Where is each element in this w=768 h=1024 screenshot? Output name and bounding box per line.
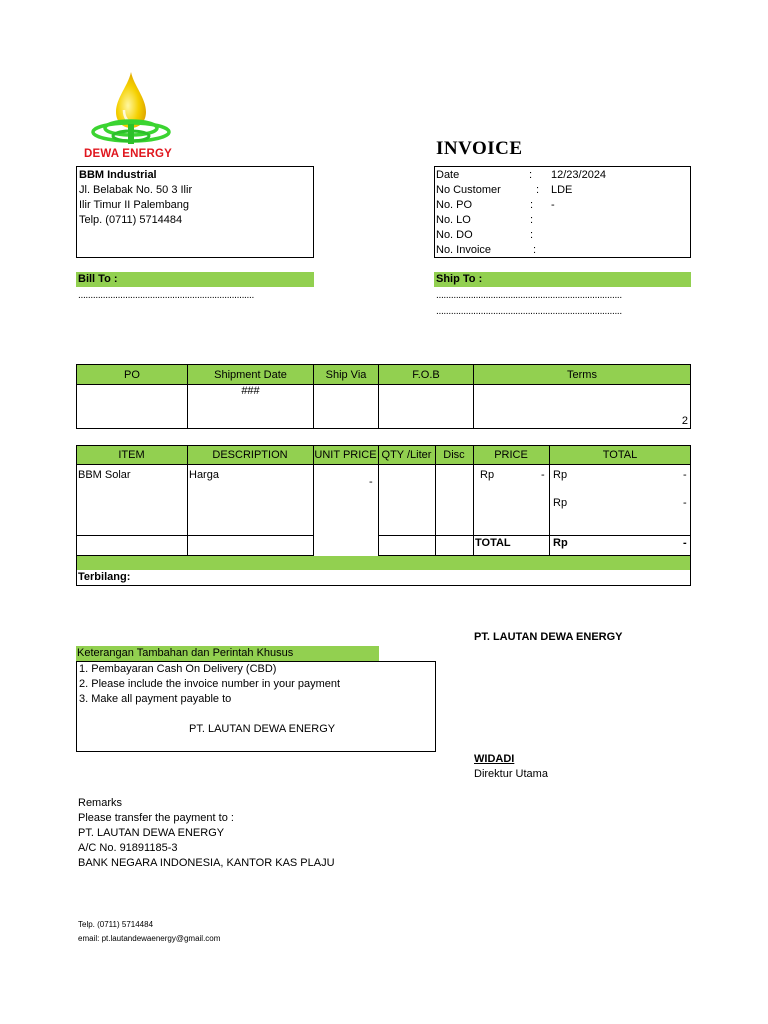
invoice-field-number: No. Invoice : [436,244,537,256]
total-value: - [683,537,687,549]
signature-name: WIDADI [474,753,515,765]
bill-to-line1: ....................................................................... [78,290,254,301]
header-qty: QTY /Liter [381,449,432,461]
item-total2-value: - [683,497,687,509]
shipment-fob-cell [379,385,474,429]
remarks-line: Please transfer the payment to : [78,812,234,824]
footer-phone: Telp. (0711) 5714484 [78,920,154,929]
shipment-date-cell: ### [188,385,314,429]
item-name: BBM Solar [78,469,131,481]
header-unit-price: UNIT PRICE [314,449,377,461]
total-label: TOTAL [475,537,511,549]
item-total-value: - [683,469,687,481]
header-total: TOTAL [602,449,638,461]
company-address-box [76,166,314,258]
signature-company: PT. LAUTAN DEWA ENERGY [474,631,623,643]
remarks-bank: BANK NEGARA INDONESIA, KANTOR KAS PLAJU [78,857,335,869]
col-divider [378,445,379,556]
invoice-details-box [434,166,691,258]
note-item-1: 1. Pembayaran Cash On Delivery (CBD) [79,663,277,675]
invoice-field-do: No. DO : [436,229,534,241]
shipment-terms-cell: 2 [474,385,691,429]
company-logo [84,70,178,162]
shipment-ship-via-cell [314,385,379,429]
bill-to-label: Bill To : [76,272,314,287]
note-payee: PT. LAUTAN DEWA ENERGY [189,723,336,735]
col-divider [435,445,436,556]
company-phone: Telp. (0711) 5714484 [79,214,183,226]
terbilang-band [77,556,690,570]
remarks-account: A/C No. 91891185-3 [78,842,178,854]
logo-text: DEWA ENERGY [84,148,173,160]
invoice-date-value: 12/23/2024 [551,169,607,181]
note-item-3: 3. Make all payment payable to [79,693,232,705]
ship-to-label: Ship To : [434,272,691,287]
header-price: PRICE [494,449,528,461]
shipment-table [76,364,691,429]
header-terms: Terms [474,365,691,385]
header-description: DESCRIPTION [212,449,288,461]
row-divider [378,535,691,536]
header-po: PO [77,365,188,385]
item-total-currency: Rp [553,469,568,481]
remarks-line: PT. LAUTAN DEWA ENERGY [78,827,225,839]
terbilang-label: Terbilang: [78,571,131,583]
item-unit-price: - [369,476,373,488]
note-item-2: 2. Please include the invoice number in your payment [79,678,341,690]
header-shipment-date: Shipment Date [188,365,314,385]
invoice-field-lo: No. LO : [436,214,534,226]
company-name: BBM Industrial [79,169,157,181]
notes-title: Keterangan Tambahan dan Perintah Khusus [76,646,379,661]
invoice-field-customer: No Customer : LDE [436,184,573,196]
header-disc: Disc [443,449,465,461]
invoice-po-value: - [551,199,555,211]
company-address-line2: Ilir Timur II Palembang [79,199,190,211]
header-item: ITEM [118,449,145,461]
ship-to-line1: ........................................................................... [436,290,622,301]
total-currency: Rp [553,537,568,549]
item-price-currency: Rp [480,469,495,481]
invoice-field-po: No. PO : - [436,199,555,211]
oil-drop-icon [88,70,178,148]
header-ship-via: Ship Via [314,365,379,385]
items-table [76,445,691,586]
col-divider [549,445,550,556]
item-description: Harga [189,469,219,481]
signature-position: Direktur Utama [474,768,548,780]
remarks-title: Remarks [78,797,123,809]
item-total2-currency: Rp [553,497,568,509]
invoice-title: INVOICE [436,138,523,159]
header-fob: F.O.B [379,365,474,385]
ship-to-line2: ........................................................................... [436,306,622,317]
footer-email: email: pt.lautandewaenergy@gmail.com [78,934,221,943]
item-price-value: - [541,469,545,481]
invoice-customer-value: LDE [551,184,573,196]
shipment-po-cell [77,385,188,429]
invoice-field-date: Date : 12/23/2024 [436,169,607,181]
remarks-block [78,796,335,871]
row-divider [76,535,314,536]
col-divider [187,445,188,556]
notes-box [76,661,436,752]
col-divider [313,445,314,556]
company-address-line1: Jl. Belabak No. 50 3 Ilir [79,184,193,196]
col-divider [473,445,474,556]
